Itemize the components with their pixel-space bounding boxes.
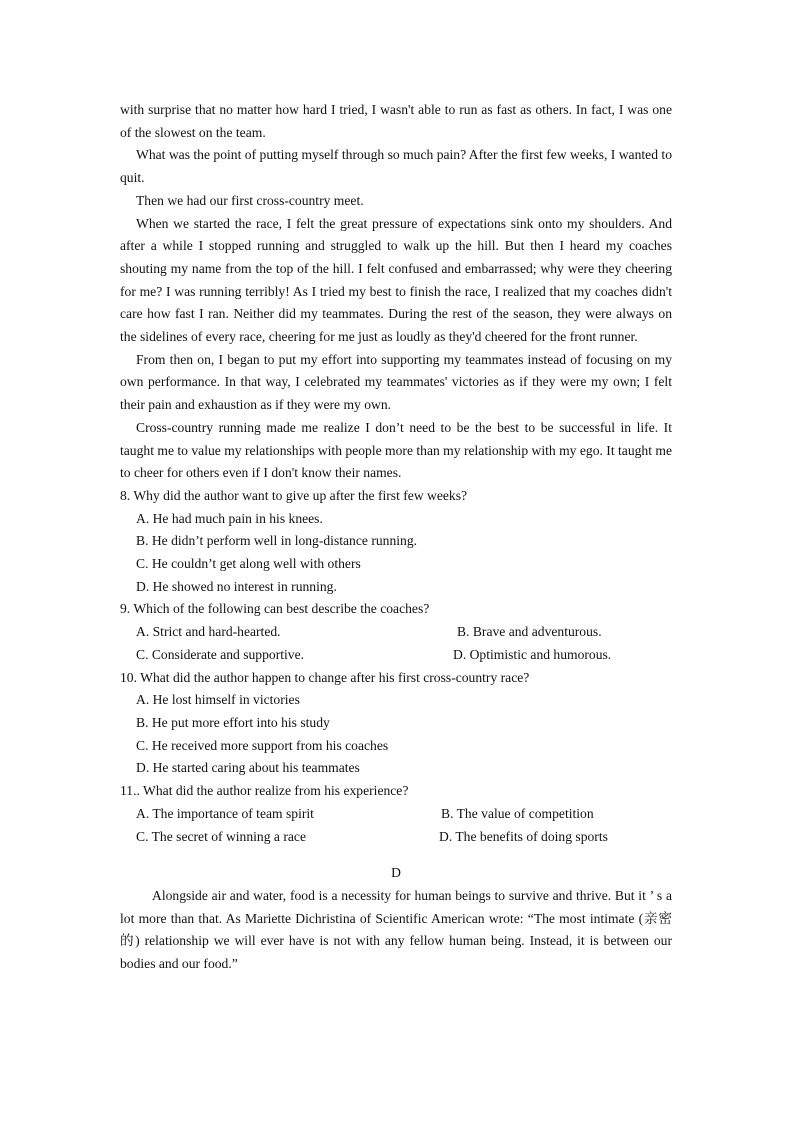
question-8 [120,485,672,599]
option-b: B. He put more effort into his study [136,714,330,730]
option-c: C. Considerate and supportive. [136,646,305,662]
option-d: D. The benefits of doing sports [439,828,608,844]
passage-c-paragraph-1: with surprise that no matter how hard I tried, I wasn't able to run as fast as others. In fact, I was one of the slowest on the team. [120,102,672,140]
question-stem: 10. What did the author happen to change after his first cross-country race? [120,669,530,685]
option-a: A. He had much pain in his knees. [136,510,323,526]
option-b: B. Brave and adventurous. [457,624,602,640]
options-row-cd [120,826,672,849]
option-a: A. The importance of team spirit [136,805,314,821]
passage-c-paragraph-3: Then we had our first cross-country meet. [136,192,364,208]
option-a: A. He lost himself in victories [136,692,300,708]
passage-d-paragraph: Alongside air and water, food is a necessity for human beings to survive and thrive. But it ’ s a lot more than that. As Mariette Dichristina of Scientific American wrote: “The most intimate (亲密的) relationship we will ever have is not with any fellow human being. Instead, it is between our bodies and our food.” [120,887,672,972]
option-c: C. He couldn’t get along well with others [136,556,361,572]
section-heading-d: D [391,865,401,881]
option-a: A. Strict and hard-hearted. [136,624,281,640]
options-row-cd [120,644,672,667]
options-row-ab [120,803,672,826]
question-stem: 9. Which of the following can best describe the coaches? [120,601,430,617]
option-b: B. The value of competition [441,805,594,821]
question-11 [120,780,672,848]
option-d: D. He started caring about his teammates [136,760,360,776]
option-d: D. He showed no interest in running. [136,578,337,594]
document-page [120,99,672,976]
option-c: C. He received more support from his coaches [136,737,389,753]
passage-c-paragraph-2: What was the point of putting myself through so much pain? After the first few weeks, I wanted to quit. [120,147,672,186]
option-d: D. Optimistic and humorous. [453,646,612,662]
option-b: B. He didn’t perform well in long-distance running. [136,533,418,549]
passage-c-paragraph-4: When we started the race, I felt the great pressure of expectations sink onto my shoulders. And after a while I stopped running and struggled to walk up the hill. But then I heard my coaches shouting my name from the top of the hill. I felt confused and embarrassed; why were they cheering for me? I was running terribly! As I tried my best to finish the race, I realized that my coaches didn't care how fast I ran. Neither did my teammates. During the rest of the season, they were always on the sidelines of every race, cheering for me just as loudly as they'd cheered for the front runner. [120,215,672,345]
question-stem: 8. Why did the author want to give up after the first few weeks? [120,487,468,503]
passage-c-paragraph-6: Cross-country running made me realize I don’t need to be the best to be successful in life. It taught me to value my relationships with people more than my relationship with my ego. It taught me to cheer for others even if I don't know their names. [120,419,672,481]
option-c: C. The secret of winning a race [136,828,306,844]
passage-c-paragraph-5: From then on, I began to put my effort into supporting my teammates instead of focusing on my own performance. In that way, I celebrated my teammates' victories as if they were my own; I felt their pain and exhaustion as if they were my own. [120,351,672,413]
options-row-ab [120,621,672,644]
question-10 [120,667,672,781]
question-9 [120,598,672,666]
question-stem: 11.. What did the author realize from his experience? [120,783,409,799]
